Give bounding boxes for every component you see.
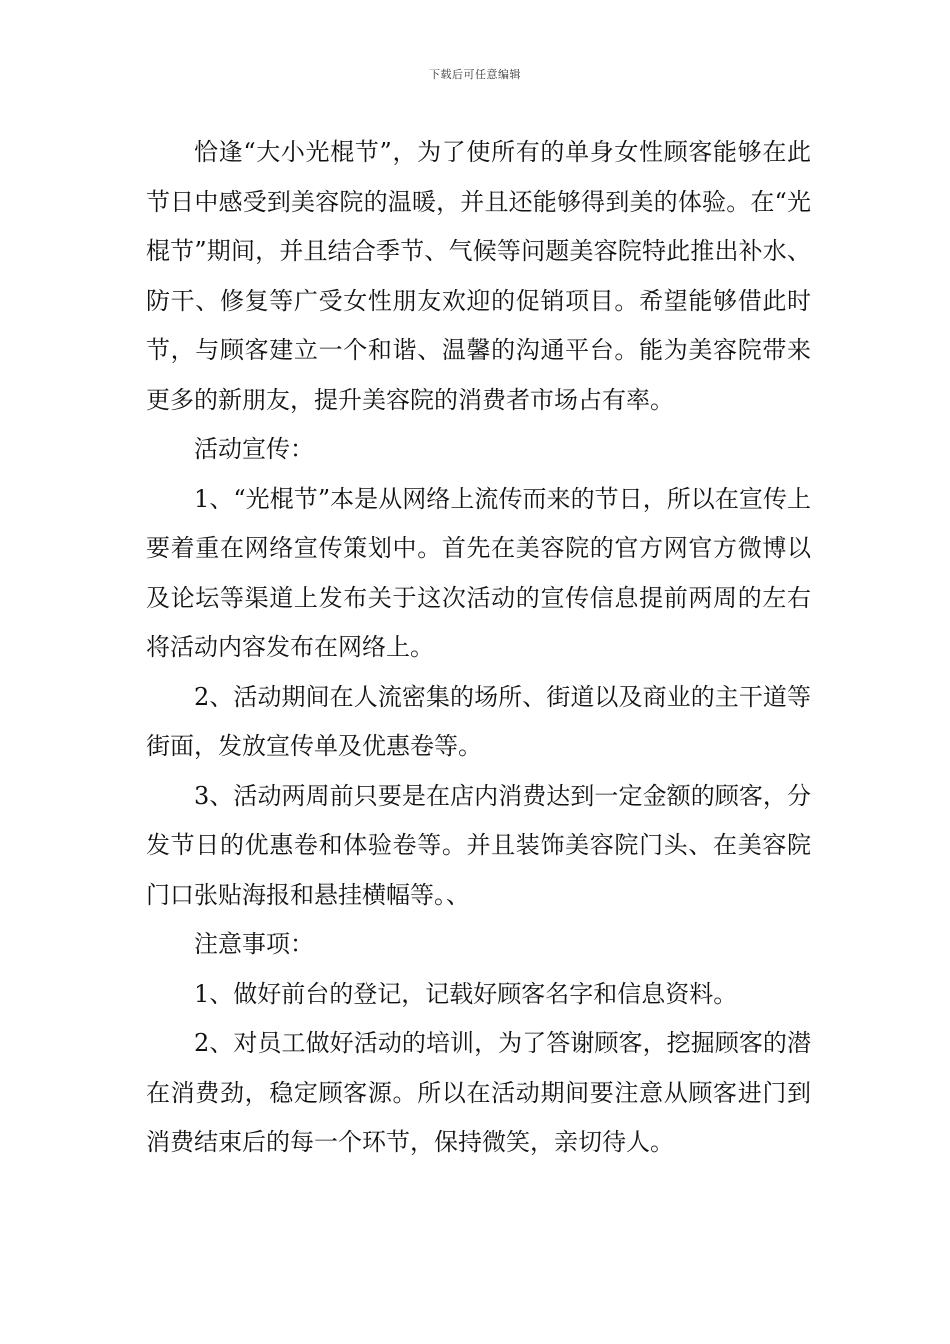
- paragraph-notes-2: 2、对员工做好活动的培训，为了答谢顾客，挖掘顾客的潜在消费劲，稳定顾客源。所以在活动期间要注意从顾客进门到消费结束后的每一个环节，保持微笑，亲切待人。: [146, 1029, 811, 1156]
- paragraph-intro: 恰逢“大小光棍节”，为了使所有的单身女性顾客能够在此节日中感受到美容院的温暖，并且还能够得到美的体验。在“光棍节”期间，并且结合季节、气候等问题美容院特此推出补水、防干、修复等广受女性朋友欢迎的促销项目。希望能够借此时节，与顾客建立一个和谐、温馨的沟通平台。能为美容院带来更多的新朋友，提升美容院的消费者市场占有率。: [146, 138, 811, 414]
- paragraph-promotion-3: 3、活动两周前只要是在店内消费达到一定金额的顾客，分发节日的优惠卷和体验卷等。并且装饰美容院门头、在美容院门口张贴海报和悬挂横幅等。、: [146, 781, 811, 909]
- heading-promotion: 活动宣传：: [194, 435, 314, 463]
- page-header: 下载后可任意编辑: [429, 68, 521, 81]
- heading-notes: 注意事项：: [194, 930, 314, 958]
- paragraph-promotion-1: 1、“光棍节”本是从网络上流传而来的节日，所以在宣传上要着重在网络宣传策划中。首先在美容院的官方网官方微博以及论坛等渠道上发布关于这次活动的宣传信息提前两周的左右将活动内容发布在网络上。: [146, 484, 811, 661]
- paragraph-notes-1: 1、做好前台的登记，记载好顾客名字和信息资料。: [194, 979, 738, 1008]
- document-body: [146, 128, 811, 1168]
- paragraph-promotion-2: 2、活动期间在人流密集的场所、街道以及商业的主干道等街面，发放宣传单及优惠卷等。: [146, 682, 811, 760]
